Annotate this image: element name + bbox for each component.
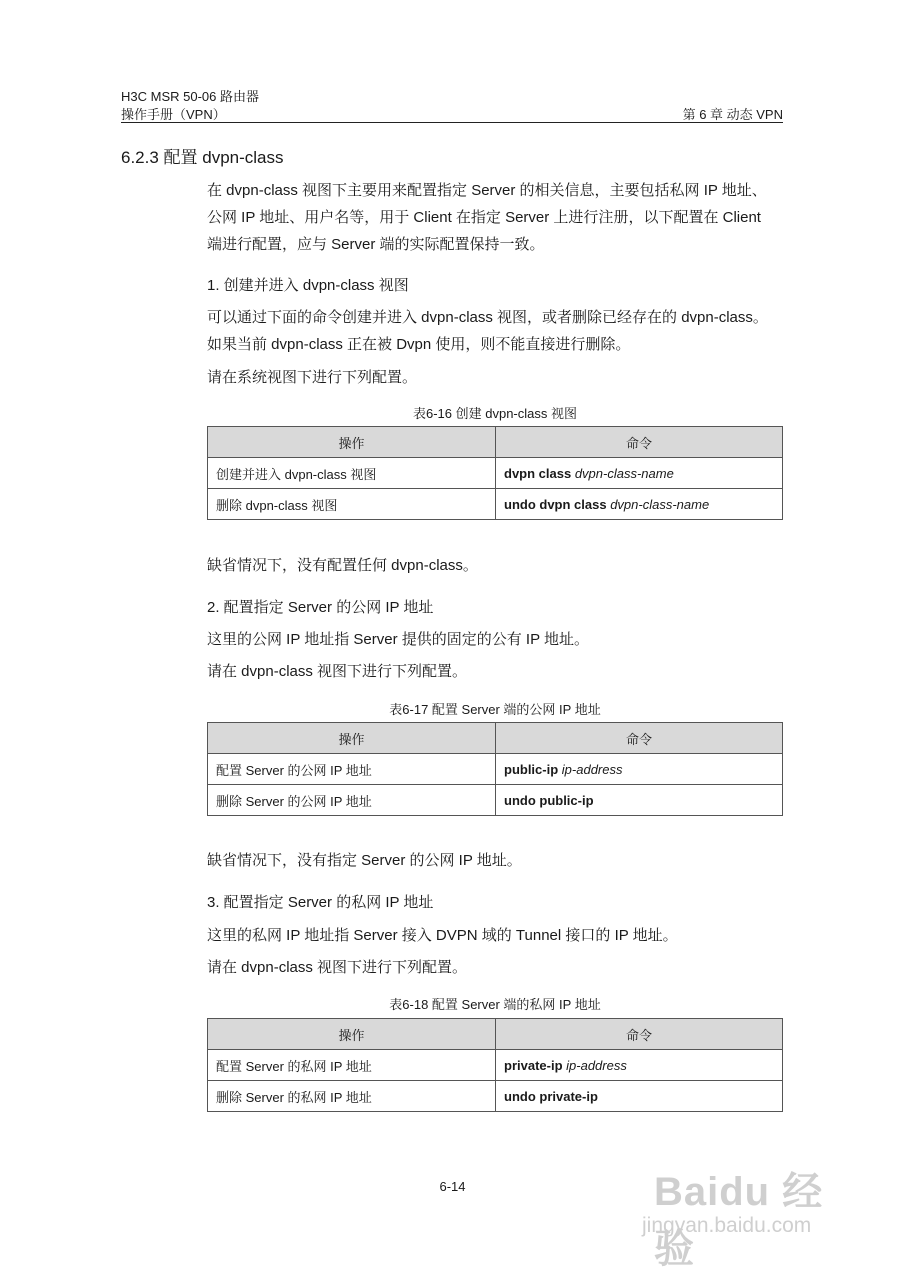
- command-keyword: undo dvpn class: [504, 496, 607, 512]
- header-manual: 操作手册（VPN）: [121, 107, 226, 122]
- table-row: [208, 458, 783, 489]
- table-row: [208, 489, 783, 520]
- column-header-cmd: 命令: [496, 1019, 783, 1050]
- command-keyword: private-ip: [504, 1057, 563, 1073]
- operation-cell: 配置 Server 的公网 IP 地址: [208, 754, 496, 785]
- command-argument: ip-address: [566, 1057, 627, 1073]
- command-cell: [496, 458, 783, 489]
- step-3-paragraph: 这里的私网 IP 地址指 Server 接入 DVPN 域的 Tunnel 接口的 IP 地址。: [207, 927, 678, 944]
- operation-cell: 删除 Server 的私网 IP 地址: [208, 1081, 496, 1112]
- step-2-note: 缺省情况下，没有指定 Server 的公网 IP 地址。: [207, 852, 522, 869]
- step-3-title: 3. 配置指定 Server 的私网 IP 地址: [207, 894, 434, 911]
- command-keyword: public-ip: [504, 761, 559, 777]
- operation-cell: 配置 Server 的私网 IP 地址: [208, 1050, 496, 1081]
- watermark-url: jingyan.baidu.com: [642, 1214, 812, 1237]
- command-keyword: dvpn class: [504, 465, 572, 481]
- table-6-18-caption: 表6-18 配置 Server 端的私网 IP 地址: [389, 997, 601, 1012]
- command-cell: [496, 1050, 783, 1081]
- table-6-16-caption: 表6-16 创建 dvpn-class 视图: [413, 406, 577, 421]
- command-keyword: undo private-ip: [504, 1088, 598, 1104]
- table-6-17-caption: 表6-17 配置 Server 端的公网 IP 地址: [389, 702, 601, 717]
- table-row: [208, 1081, 783, 1112]
- paragraph-line: 可以通过下面的命令创建并进入 dvpn-class 视图，或者删除已经存在的 dvpn-class。: [207, 309, 768, 326]
- column-header-cmd: 命令: [496, 723, 783, 754]
- column-header-op: 操作: [208, 723, 496, 754]
- watermark-logo: Baidu 经验: [654, 1170, 824, 1271]
- column-header-op: 操作: [208, 1019, 496, 1050]
- command-argument: dvpn-class-name: [610, 496, 710, 512]
- step-3-instruction: 请在 dvpn-class 视图下进行下列配置。: [207, 959, 468, 976]
- table-6-17: [207, 722, 783, 816]
- table-row: [208, 754, 783, 785]
- intro-line: 公网 IP 地址、用户名等，用于 Client 在指定 Server 上进行注册，以下配置在 Client: [207, 209, 761, 226]
- table-row: [208, 785, 783, 816]
- intro-line: 在 dvpn-class 视图下主要用来配置指定 Server 的相关信息，主要包括私网 IP 地址、: [207, 182, 767, 199]
- section-title: 6.2.3 配置 dvpn-class: [121, 148, 284, 167]
- step-1-instruction: 请在系统视图下进行下列配置。: [207, 369, 418, 386]
- operation-cell: 创建并进入 dvpn-class 视图: [208, 458, 496, 489]
- operation-cell: 删除 Server 的公网 IP 地址: [208, 785, 496, 816]
- command-argument: ip-address: [561, 761, 623, 777]
- header-chapter: 第 6 章 动态 VPN: [682, 107, 783, 122]
- step-2-title: 2. 配置指定 Server 的公网 IP 地址: [207, 599, 434, 616]
- command-cell: [496, 489, 783, 520]
- paragraph-line: 如果当前 dvpn-class 正在被 Dvpn 使用，则不能直接进行删除。: [207, 336, 631, 353]
- page-number: 6-14: [439, 1179, 466, 1194]
- table-6-18: [207, 1018, 783, 1112]
- table-header-row: [208, 1019, 783, 1050]
- command-keyword: undo public-ip: [504, 792, 594, 808]
- table-header-row: [208, 427, 783, 458]
- command-argument: dvpn-class-name: [574, 465, 674, 481]
- table-6-16: [207, 426, 783, 520]
- intro-line: 端进行配置，应与 Server 端的实际配置保持一致。: [207, 236, 545, 253]
- command-cell: [496, 785, 783, 816]
- operation-cell: 删除 dvpn-class 视图: [208, 489, 496, 520]
- step-2-paragraph: 这里的公网 IP 地址指 Server 提供的固定的公有 IP 地址。: [207, 631, 589, 648]
- header-divider: [121, 122, 783, 123]
- intro-paragraph: [207, 177, 787, 258]
- baidu-watermark: [642, 1138, 852, 1271]
- step-2-instruction: 请在 dvpn-class 视图下进行下列配置。: [207, 663, 468, 680]
- column-header-cmd: 命令: [496, 427, 783, 458]
- table-row: [208, 1050, 783, 1081]
- table-header-row: [208, 723, 783, 754]
- command-cell: [496, 1081, 783, 1112]
- step-1-note: 缺省情况下，没有配置任何 dvpn-class。: [207, 557, 478, 574]
- step-1-paragraph: [207, 304, 787, 358]
- column-header-op: 操作: [208, 427, 496, 458]
- step-1-title: 1. 创建并进入 dvpn-class 视图: [207, 277, 409, 294]
- command-cell: [496, 754, 783, 785]
- header-product: H3C MSR 50-06 路由器: [121, 89, 259, 104]
